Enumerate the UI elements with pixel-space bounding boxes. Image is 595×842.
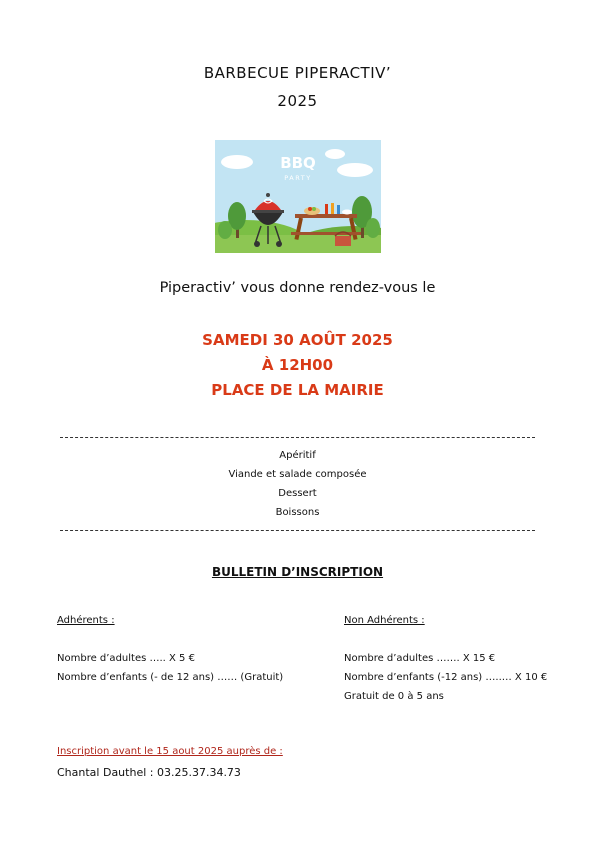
invitation-text: Piperactiv’ vous donne rendez-vous le — [159, 280, 436, 296]
separator-top — [60, 437, 535, 438]
title-line-2: 2025 — [277, 92, 318, 110]
registration-contact: Chantal Dauthel : 03.25.37.34.73 — [57, 766, 241, 779]
members-adults: Nombre d’adultes ….. X 5 € — [57, 653, 195, 664]
banner-subtitle: PARTY — [284, 174, 312, 182]
menu-item: Viande et salade composée — [228, 469, 367, 480]
menu-item: Boissons — [275, 507, 320, 518]
non-members-children: Nombre d’enfants (-12 ans) …..… X 10 € — [344, 672, 548, 683]
menu-item: Dessert — [278, 488, 317, 499]
non-members-free-note: Gratuit de 0 à 5 ans — [344, 691, 444, 702]
registration-deadline: Inscription avant le 15 aout 2025 auprès de : — [57, 746, 283, 757]
banner-title: BBQ — [280, 154, 316, 172]
bulletin-title: BULLETIN D’INSCRIPTION — [211, 565, 384, 579]
title-line-1: BARBECUE PIPERACTIV’ — [203, 64, 392, 82]
non-members-adults: Nombre d’adultes ……. X 15 € — [344, 653, 496, 664]
members-heading: Adhérents : — [57, 615, 115, 626]
bbq-party-illustration — [215, 140, 381, 253]
event-date: SAMEDI 30 AOÛT 2025 — [202, 331, 393, 349]
event-place: PLACE DE LA MAIRIE — [211, 381, 384, 399]
menu-item: Apéritif — [279, 450, 316, 461]
separator-bottom — [60, 530, 535, 531]
members-children: Nombre d’enfants (- de 12 ans) …… (Gratuit) — [57, 672, 284, 683]
event-time: À 12H00 — [261, 356, 334, 374]
non-members-heading: Non Adhérents : — [344, 615, 425, 626]
